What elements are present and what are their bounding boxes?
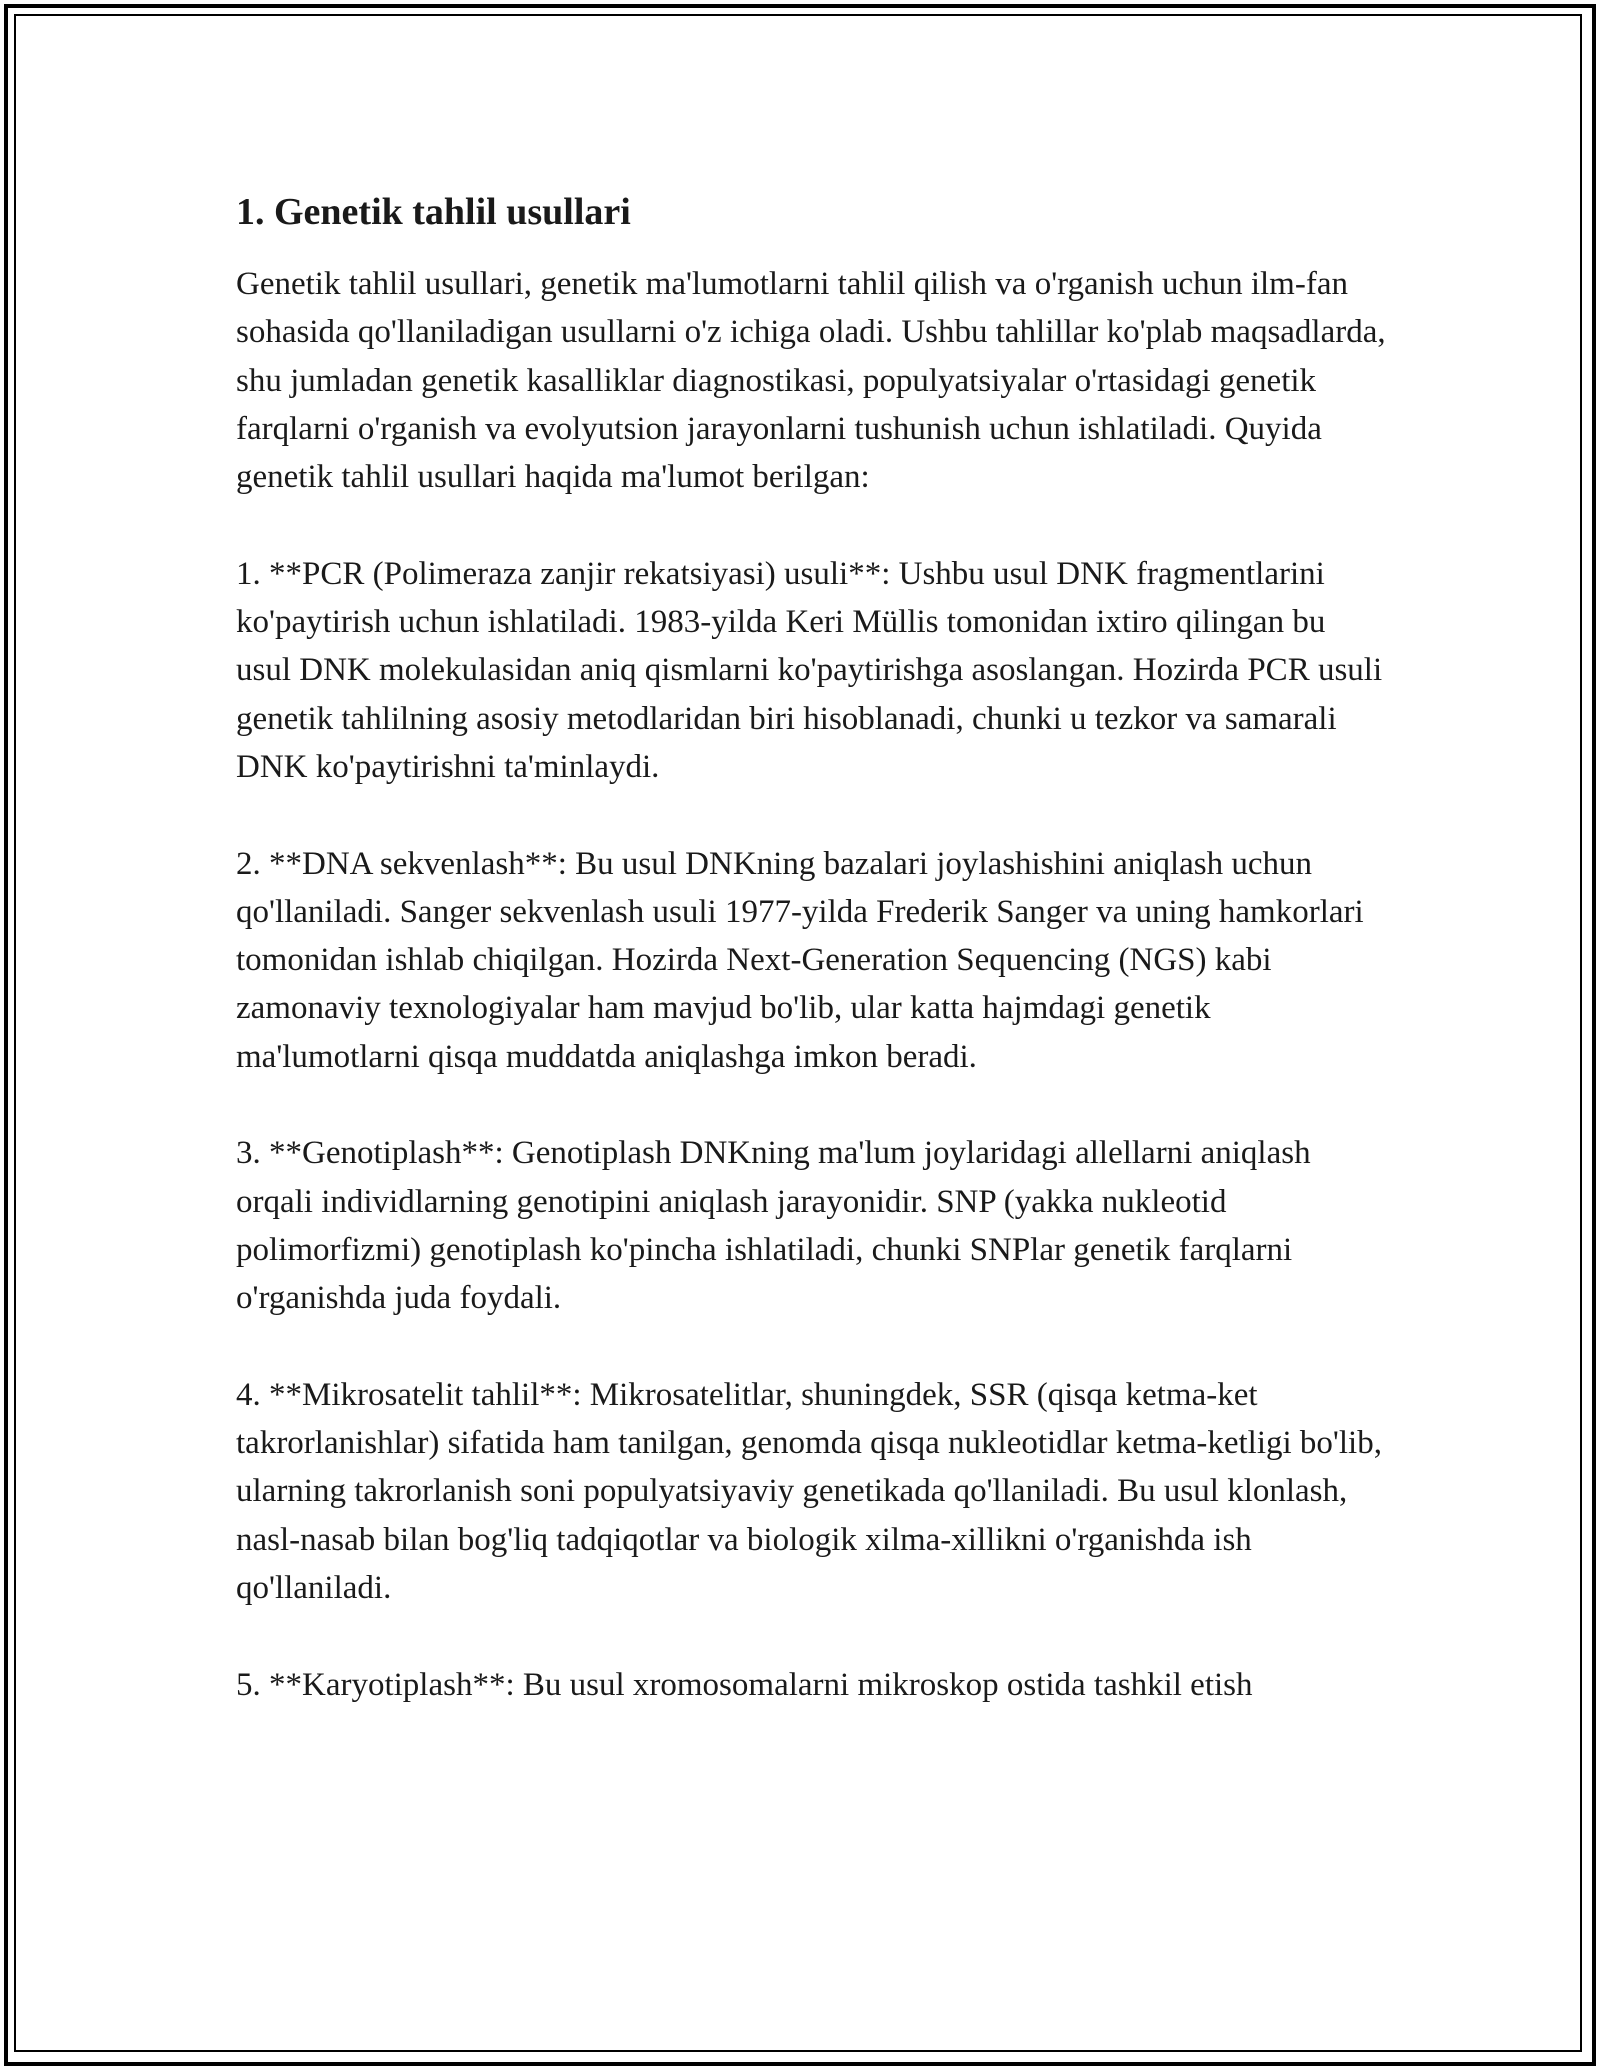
dna-sequencing-paragraph: 2. **DNA sekvenlash**: Bu usul DNKning bazalari joylashishini aniqlash uchun qo'llaniladi. Sanger sekvenlash usuli 1977-yilda Frederik Sanger va uning hamkorlari tomonidan ishlab chiqilgan. Hozirda Next-Generation Sequencing (NGS) kabi zamonaviy texnologiyalar ham mavjud bo'lib, ular katta hajmdagi genetik ma'lumotlarni qisqa muddatda aniqlashga imkon beradi. [236,845,1364,1075]
microsatellite-paragraph: 4. **Mikrosatelit tahlil**: Mikrosatelitlar, shuningdek, SSR (qisqa ketma-ket takrorlanishlar) sifatida ham tanilgan, genomda qisqa nukleotidlar ketma-ketligi bo'lib, ularning takrorlanish soni populyatsiyaviy genetikada qo'llaniladi. Bu usul klonlash, nasl-nasab bilan bog'liq tadqiqotlar va biologik xilma-xillikni o'rganishda ish qo'llaniladi. [236,1376,1382,1607]
page-title: 1. Genetik tahlil usullari [236,191,631,233]
intro-paragraph: Genetik tahlil usullari, genetik ma'lumotlarni tahlil qilish va o'rganish uchun ilm-fan sohasida qo'llaniladigan usullarni o'z ichiga oladi. Ushbu tahlillar ko'plab maqsadlarda, shu jumladan genetik kasalliklar diagnostikasi, populyatsiyalar o'rtasidagi genetik farqlarni o'rganish va evolyutsion jarayonlarni tushunish uchun ishlatiladi. Quyida genetik tahlil usullari haqida ma'lumot berilgan: [236,266,1386,496]
karyotyping-paragraph: 5. **Karyotiplash**: Bu usul xromosomalarni mikroskop ostida tashkil etish [236,1666,1253,1703]
genotyping-paragraph: 3. **Genotiplash**: Genotiplash DNKning ma'lum joylaridagi allellarni aniqlash orqali individlarning genotipini aniqlash jarayonidir. SNP (yakka nukleotid polimorfizmi) genotiplash ko'pincha ishlatiladi, chunki SNPlar genetik farqlarni o'rganishda juda foydali. [236,1135,1311,1317]
document-body [236,186,1386,1757]
pcr-paragraph: 1. **PCR (Polimeraza zanjir rekatsiyasi) usuli**: Ushbu usul DNK fragmentlarini ko'paytirish uchun ishlatiladi. 1983-yilda Keri Müllis tomonidan ixtiro qilingan bu usul DNK molekulasidan aniq qismlarni ko'paytirishga asoslangan. Hozirda PCR usuli genetik tahlilning asosiy metodlaridan biri hisoblanadi, chunki u tezkor va samarali DNK ko'paytirishni ta'minlaydi. [236,555,1383,785]
